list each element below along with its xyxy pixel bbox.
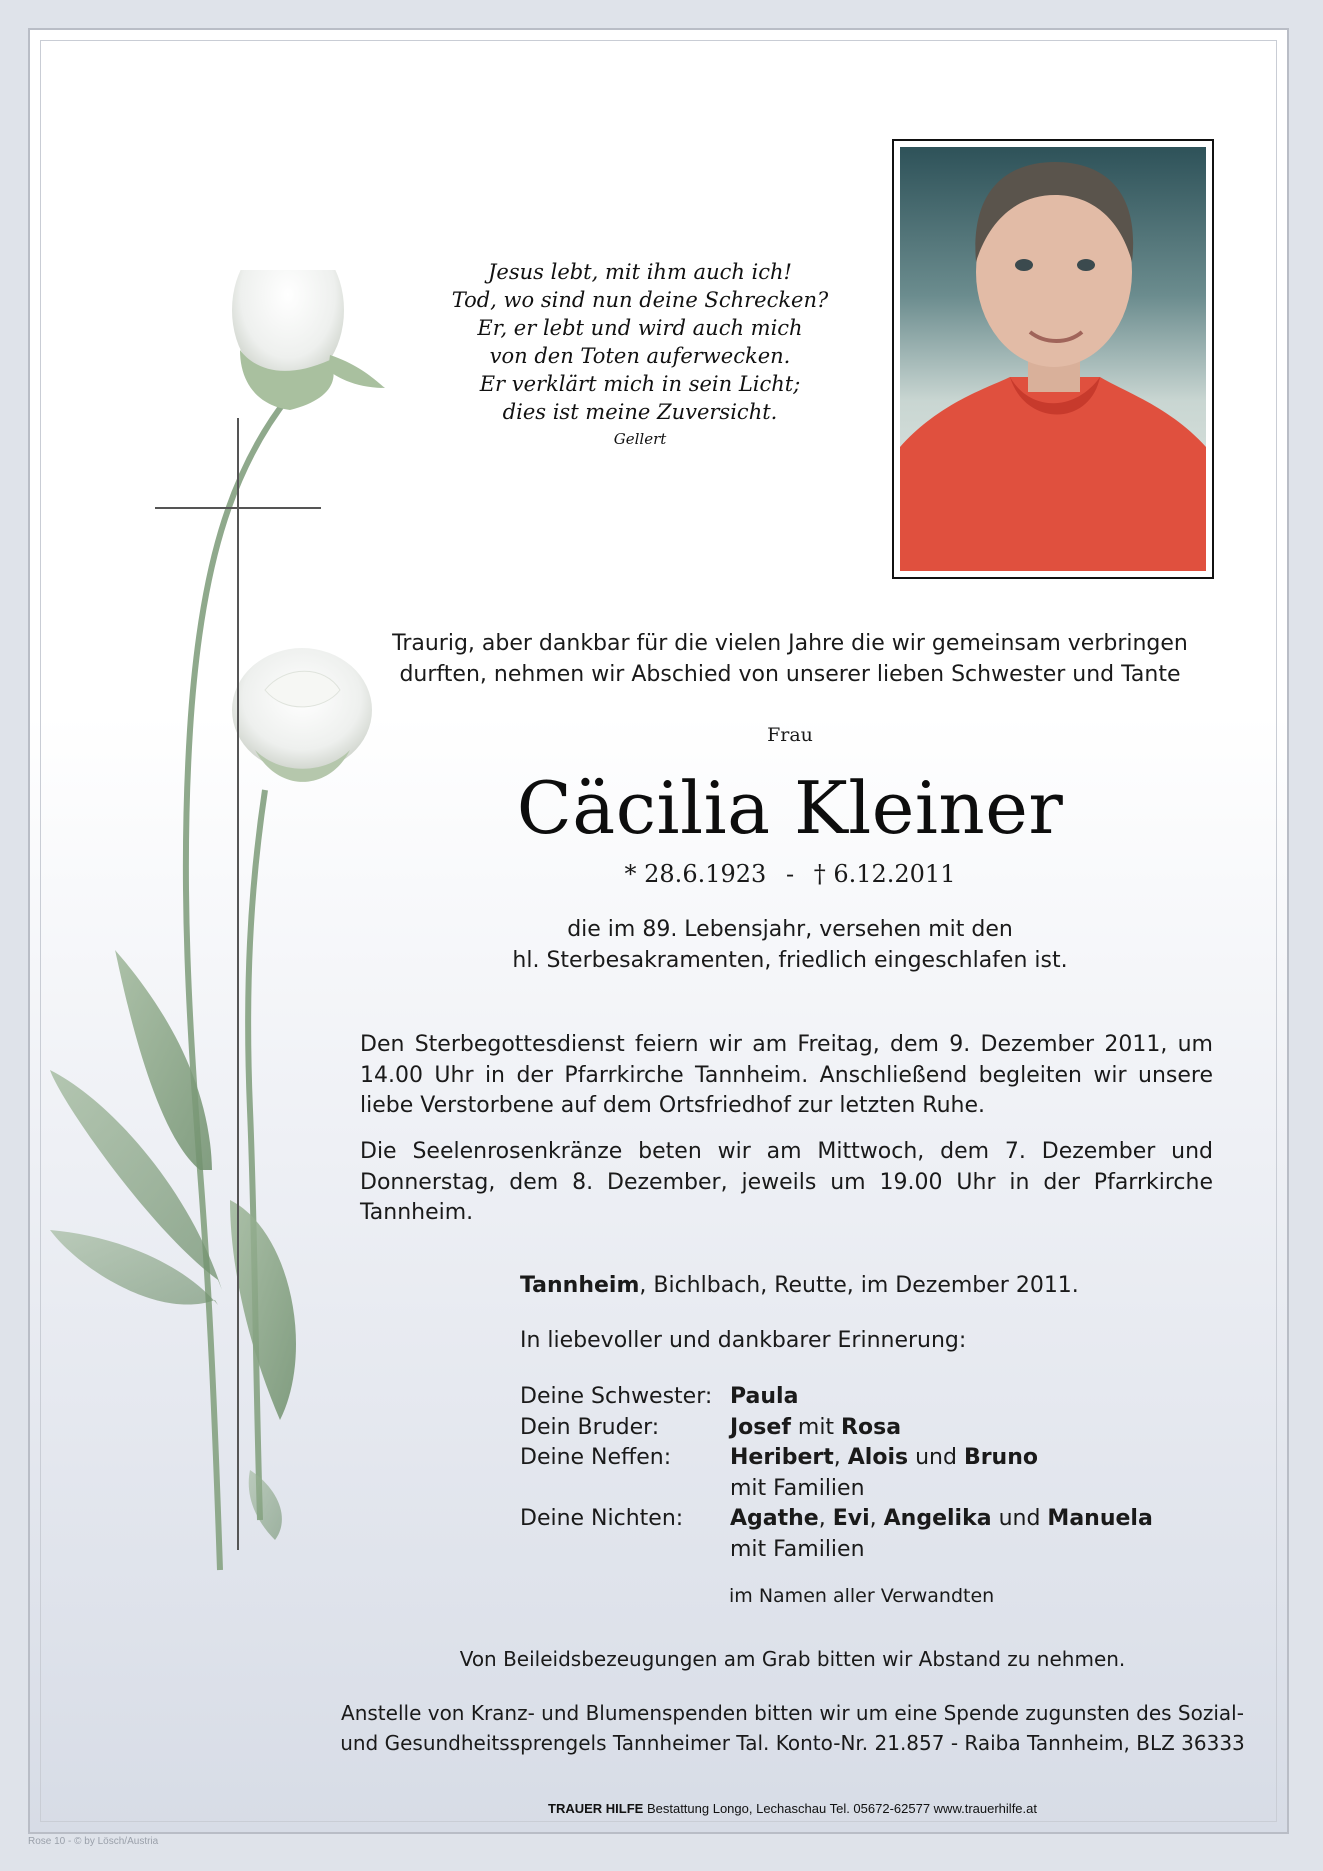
date-separator: - <box>785 860 795 888</box>
funeral-home-footer <box>300 1801 1285 1816</box>
deceased-name: Cäcilia Kleiner <box>516 766 1064 850</box>
donation-request <box>300 1698 1285 1758</box>
place-date <box>520 1273 1079 1298</box>
connector: mit <box>790 1414 842 1440</box>
place-rest: , Bichlbach, Reutte, im Dezember 2011. <box>639 1273 1079 1298</box>
poem-line: von den Toten auferwecken. <box>489 344 791 368</box>
age-line: die im 89. Lebensjahr, versehen mit den <box>567 917 1013 942</box>
intro-line: durften, nehmen wir Abschied von unserer lieben Schwester und Tante <box>399 662 1181 687</box>
connector: und <box>991 1506 1048 1531</box>
relative-name: Bruno <box>963 1445 1038 1470</box>
family-row <box>520 1535 1153 1566</box>
relation-label: Deine Schwester: <box>520 1384 713 1409</box>
funeral-service-paragraph: Den Sterbegottesdienst feiern wir am Freitag, dem 9. Dezember 2011, um 14.00 Uhr in der Pfarrkirche Tannheim. Anschließend begleiten wir unsere liebe Verstorbene auf dem Ortsfriedhof zur letzten Ruhe. <box>360 1032 1213 1118</box>
relative-name: Agathe <box>730 1506 819 1531</box>
family-row <box>520 1443 1153 1474</box>
poem-line: Er verklärt mich in sein Licht; <box>479 372 801 396</box>
donation-line: und Gesundheitssprengels Tannheimer Tal. Konto-Nr. 21.857 - Raiba Tannheim, BLZ 36333 <box>340 1731 1245 1755</box>
condolence-request: Von Beileidsbezeugungen am Grab bitten wir Abstand zu nehmen. <box>459 1647 1126 1671</box>
life-dates <box>340 860 1240 888</box>
place-bold: Tannheim <box>520 1273 640 1298</box>
portrait-frame <box>892 139 1214 579</box>
family-row <box>520 1474 1153 1505</box>
salutation: Frau <box>767 724 813 746</box>
all-relatives-note: im Namen aller Verwandten <box>729 1585 995 1607</box>
birth-date: * 28.6.1923 <box>624 860 767 888</box>
connector: und <box>908 1445 964 1470</box>
death-date: † 6.12.2011 <box>813 860 956 888</box>
poem <box>440 258 840 450</box>
age-line: hl. Sterbesakramenten, friedlich eingeschlafen ist. <box>512 948 1068 973</box>
poem-line: Jesus lebt, mit ihm auch ich! <box>488 260 792 284</box>
relation-label: Deine Nichten: <box>520 1506 684 1531</box>
relation-label: Deine Neffen: <box>520 1445 672 1470</box>
family-row <box>520 1413 1153 1444</box>
poem-line: dies ist meine Zuversicht. <box>502 400 778 424</box>
relative-name: Alois <box>847 1445 909 1470</box>
poem-line: Tod, wo sind nun deine Schrecken? <box>451 288 829 312</box>
age-text <box>340 914 1240 976</box>
portrait-photo <box>900 147 1206 571</box>
intro-text <box>340 628 1240 690</box>
family-row <box>520 1504 1153 1535</box>
intro-line: Traurig, aber dankbar für die vielen Jahre die wir gemeinsam verbringen <box>392 631 1188 656</box>
relative-name: Evi <box>832 1506 870 1531</box>
relative-name: Josef <box>730 1414 791 1440</box>
cross-horizontal-bar <box>155 507 321 509</box>
relative-name: Angelika <box>883 1506 992 1531</box>
funeral-home-brand: TRAUER HILFE <box>548 1801 644 1816</box>
families-note: mit Familien <box>730 1475 865 1501</box>
connector: , <box>833 1445 848 1470</box>
relative-name: Manuela <box>1047 1506 1153 1531</box>
image-credit: Rose 10 - © by Lösch/Austria <box>28 1836 159 1847</box>
connector: , <box>818 1506 833 1531</box>
connector: , <box>869 1506 884 1531</box>
relative-name: Heribert <box>730 1445 834 1470</box>
families-note: mit Familien <box>730 1536 865 1562</box>
poem-author: Gellert <box>613 430 667 448</box>
relative-name: Rosa <box>841 1414 902 1440</box>
memory-line: In liebevoller und dankbarer Erinnerung: <box>520 1328 967 1353</box>
donation-line: Anstelle von Kranz- und Blumenspenden bitten wir um eine Spende zugunsten des Sozial- <box>341 1701 1244 1725</box>
cross-vertical-bar <box>237 418 239 1550</box>
family-list <box>520 1382 1153 1565</box>
relation-label: Dein Bruder: <box>520 1414 660 1440</box>
portrait-illustration <box>900 147 1206 571</box>
family-row <box>520 1382 1153 1413</box>
rosary-paragraph: Die Seelenrosenkränze beten wir am Mittwoch, dem 7. Dezember und Donnerstag, dem 8. Dezember, jeweils um 19.00 Uhr in der Pfarrkirche Tannheim. <box>360 1139 1213 1225</box>
poem-line: Er, er lebt und wird auch mich <box>477 316 803 340</box>
relative-name: Paula <box>730 1384 799 1409</box>
funeral-home-details: Bestattung Longo, Lechaschau Tel. 05672-62577 www.trauerhilfe.at <box>643 1801 1037 1816</box>
